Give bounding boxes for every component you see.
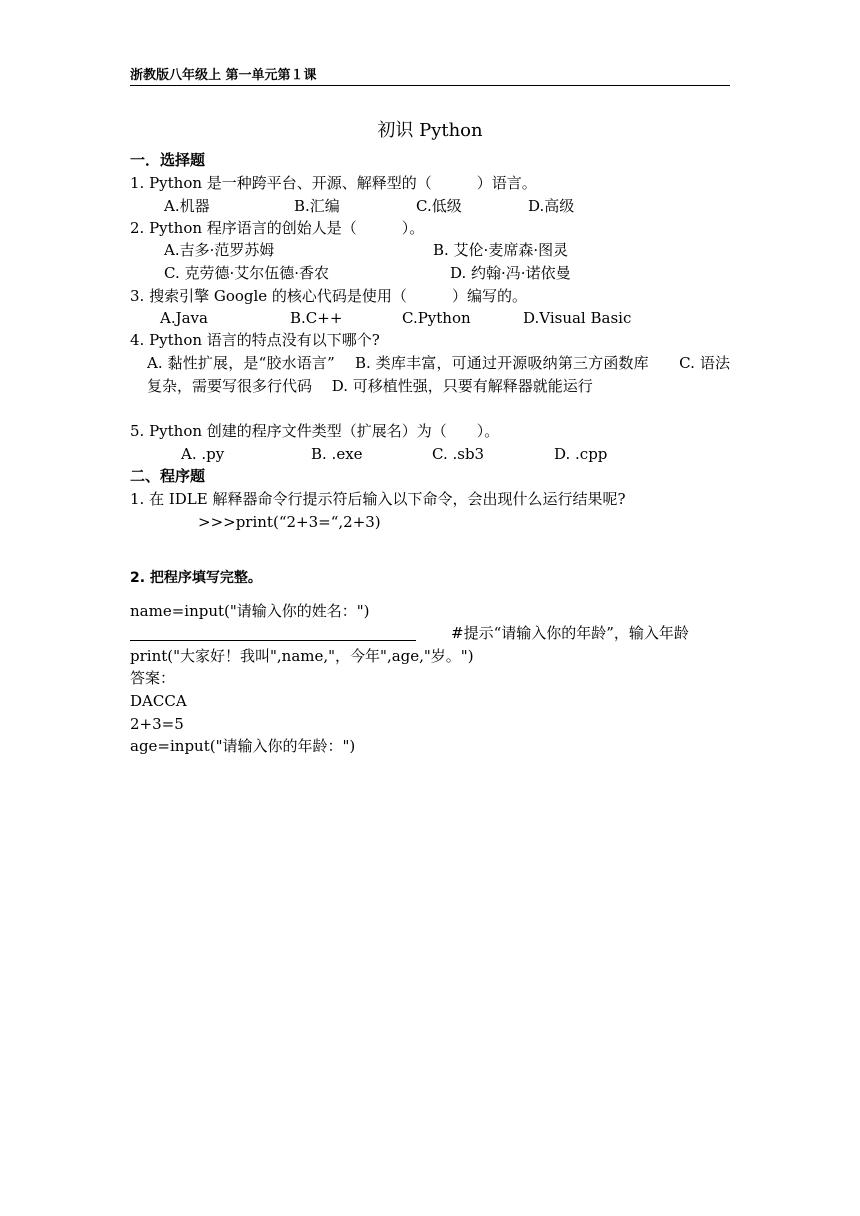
question-3-option-a: A.Java xyxy=(160,309,208,327)
question-4-stem: 4. Python 语言的特点没有以下哪个? xyxy=(130,331,380,349)
question-3-option-d: D.Visual Basic xyxy=(523,309,632,327)
answer-line-1: DACCA xyxy=(130,692,187,710)
program-line-name-input: name=input("请输入你的姓名：") xyxy=(130,602,370,620)
question-5-stem: 5. Python 创建的程序文件类型（扩展名）为（ ）。 xyxy=(130,422,500,440)
question-2-option-d: D. 约翰·冯·诺依曼 xyxy=(450,264,571,282)
answers-label: 答案： xyxy=(130,669,176,687)
program-question-2-stem: 2. 把程序填写完整。 xyxy=(130,570,262,586)
answer-line-3: age=input("请输入你的年龄：") xyxy=(130,737,356,755)
section-heading-choice: 一．选择题 xyxy=(130,151,206,169)
question-5-option-a: A. .py xyxy=(181,445,225,463)
question-3-option-c: C.Python xyxy=(402,309,471,327)
answer-line-2: 2+3=5 xyxy=(130,715,184,733)
question-2-option-c: C. 克劳德·艾尔伍德·香农 xyxy=(164,264,330,282)
question-5-option-c: C. .sb3 xyxy=(432,445,485,463)
question-1-stem: 1. Python 是一种跨平台、开源、解释型的（ ）语言。 xyxy=(130,174,537,192)
question-2-stem: 2. Python 程序语言的创始人是（ ）。 xyxy=(130,219,425,237)
question-2-option-a: A.吉多·范罗苏姆 xyxy=(164,241,275,259)
question-4-options: A. 黏性扩展，是“胶水语言” B. 类库丰富，可通过开源吸纳第三方函数库 C. 语法复杂，需要写很多行代码 D. 可移植性强，只要有解释器就能运行 xyxy=(147,354,730,395)
section-heading-program: 二、程序题 xyxy=(130,467,206,485)
question-1-option-d: D.高级 xyxy=(528,197,575,215)
question-2-option-b: B. 艾伦·麦席森·图灵 xyxy=(433,241,569,259)
program-question-1-stem: 1. 在 IDLE 解释器命令行提示符后输入以下命令，会出现什么运行结果呢? xyxy=(130,490,626,508)
page-header: 浙教版八年级上 第一单元第１课 xyxy=(130,68,317,83)
question-1-option-a: A.机器 xyxy=(164,197,210,215)
fill-in-blank-line xyxy=(130,640,416,641)
document-title: 初识 Python xyxy=(377,120,483,141)
question-5-option-b: B. .exe xyxy=(311,445,363,463)
question-5-option-d: D. .cpp xyxy=(554,445,608,463)
question-3-option-b: B.C++ xyxy=(290,309,343,327)
program-line-print: print("大家好！我叫",name,"，今年",age,"岁。") xyxy=(130,647,474,665)
question-1-option-c: C.低级 xyxy=(416,197,462,215)
program-question-1-code: >>>print(“2+3=“,2+3) xyxy=(198,513,381,531)
question-1-option-b: B.汇编 xyxy=(294,197,340,215)
question-3-stem: 3. 搜索引擎 Google 的核心代码是使用（ ）编写的。 xyxy=(130,287,527,305)
header-divider xyxy=(130,85,730,86)
program-comment-age: #提示“请输入你的年龄”，输入年龄 xyxy=(451,624,689,642)
